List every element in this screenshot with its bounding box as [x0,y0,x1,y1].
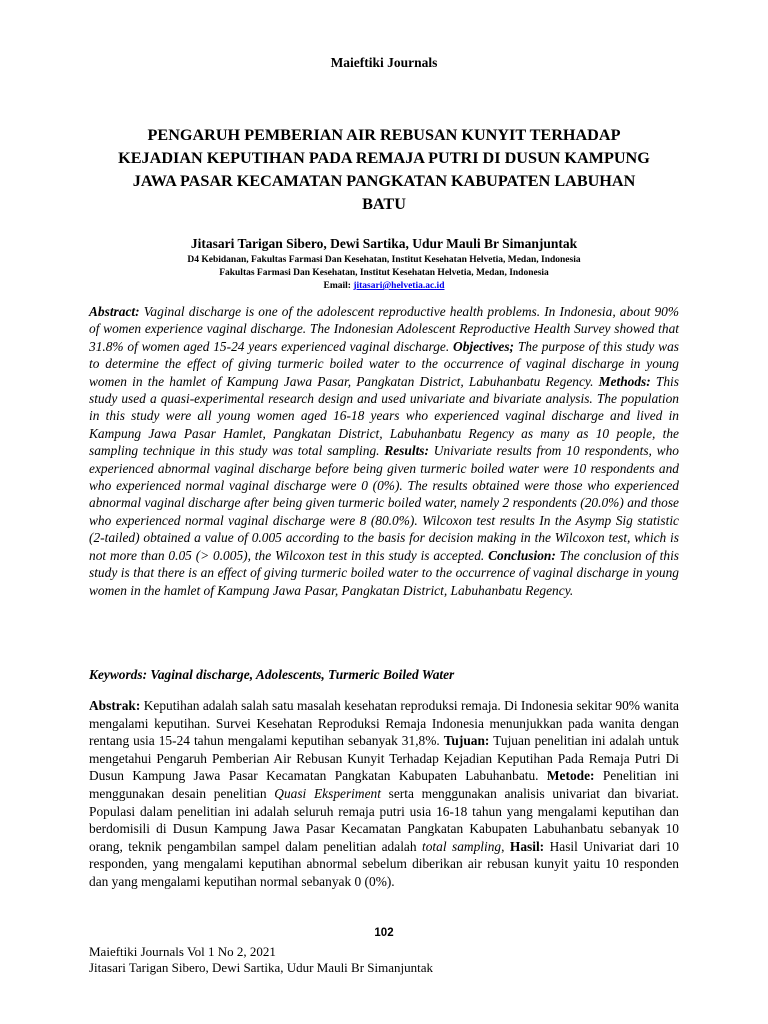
metode-italic-2: total sampling [422,838,502,854]
abstract-label: Abstract: [89,304,140,319]
page-number: 102 [374,927,394,939]
results-text: Univariate results from 10 respondents, who experienced abnormal vaginal discharge before being given turmeric boiled water were 10 respondents and who experienced normal vaginal discharge were 0 (0%). The results obtained were those who experienced abnormal vaginal discharge after being given turmeric boiled water, namely 2 respondents (20.0%) and those who experienced normal vaginal discharge were 8 (80.0%). Wilcoxon test results In the Asymp Sig statistic (2-tailed) obtained a value of 0.005 according to the basis for decision making in the Wilcoxon test, which is not more than 0.05 (> 0.005), the Wilcoxon test in this study is accepted. [89,443,679,563]
author-list: Jitasari Tarigan Sibero, Dewi Sartika, Udur Mauli Br Simanjuntak [190,236,578,251]
metode-label: Metode: [546,768,595,784]
affiliation-1: D4 Kebidanan, Fakultas Farmasi Dan Kesehatan, Institut Kesehatan Helvetia, Medan, Indonesia [187,255,581,265]
abstract-text: Vaginal discharge is one of the adolescent reproductive health problems. In Indonesia, about 90% of women experience vaginal discharge. The Indonesian Adolescent Reproductive Health Survey showed that 31.8% of women aged 15-24 years experienced vaginal discharge. [89,304,679,354]
abstrak-label: Abstrak: [89,698,141,713]
hasil-text: Hasil Univariat dari 10 responden, yang mengalami keputihan abnormal sebelum diberikan air rebusan kunyit yaitu 10 responden dan yang mengalami keputihan normal sebanyak 0 (0%). [89,838,679,889]
keywords: Keywords: Vaginal discharge, Adolescents, Turmeric Boiled Water [89,667,455,682]
journal-header: Maieftiki Journals [330,55,438,70]
methods-text: This study used a quasi-experimental research design and used univariate and bivariate analysis. The population in this study were all young women aged 16-18 years who experienced vaginal discharge and lived in Kampung Jawa Pasar Hamlet, Pangkatan District, Labuhanbatu Regency as many as 10 people, the sampling technique in this study was total sampling. [89,373,679,459]
footer-journal-info: Maieftiki Journals Vol 1 No 2, 2021 [89,944,276,959]
tujuan-text: Tujuan penelitian ini adalah untuk mengetahui Pengaruh Pemberian Air Rebusan Kunyit Terhadap Kejadian Keputihan Pada Remaja Putri Di Dusun Kampung Jawa Pasar Kecamatan Pangkatan Kabupaten Labuhanbatu. [89,733,679,784]
metode-text-3: , [501,838,510,854]
objectives-label: Objectives; [453,338,515,354]
metode-text-1: Penelitian ini menggunakan desain penelitian [89,768,679,801]
abstract-english [89,303,679,599]
affiliation-2: Fakultas Farmasi Dan Kesehatan, Institut Kesehatan Helvetia, Medan, Indonesia [219,268,549,278]
methods-label: Methods: [598,373,651,389]
metode-text-2: serta menggunakan analisis univariat dan bivariat. Populasi dalam penelitian ini adalah seluruh remaja putri usia 16-18 tahun yang mengalami keputihan dan berdomisili di Dusun Kampung Jawa Pasar Kecamatan Pangkatan Kabupaten Labuhanbatu sebanyak 10 orang, teknik pengambilan sampel dalam penelitian adalah [89,785,679,854]
conclusion-text: The conclusion of this study is that there is an effect of giving turmeric boiled water to the occurrence of vaginal discharge in young women in the hamlet of Kampung Jawa Pasar, Pangkatan District, Labuhanbatu Regency. [89,547,679,598]
objectives-text: The purpose of this study was to determine the effect of giving turmeric boiled water to the occurrence of vaginal discharge in young women in the hamlet of Kampung Jawa Pasar, Pangkatan District, Labuhanbatu Regency. [89,338,679,389]
results-label: Results: [384,443,429,459]
email-link[interactable]: jitasari@helvetia.ac.id [353,281,445,291]
tujuan-label: Tujuan: [443,733,490,749]
conclusion-label: Conclusion: [488,547,556,563]
metode-italic-1: Quasi Eksperiment [274,785,381,801]
email-line [0,280,768,292]
footer-authors: Jitasari Tarigan Sibero, Dewi Sartika, Udur Mauli Br Simanjuntak [89,960,434,975]
email-label: Email: [323,281,354,291]
hasil-label: Hasil: [509,838,545,854]
abstract-indonesian [89,697,679,891]
article-title: PENGARUH PEMBERIAN AIR REBUSAN KUNYIT TERHADAP KEJADIAN KEPUTIHAN PADA REMAJA PUTRI DI DUSUN KAMPUNG JAWA PASAR KECAMATAN PANGKATAN KABUPATEN LABUHAN BATU [118,126,650,213]
abstrak-text: Keputihan adalah salah satu masalah kesehatan reproduksi remaja. Di Indonesia sekitar 90% wanita mengalami keputihan. Survei Kesehatan Reproduksi Remaja Indonesia menunjukkan pada wanita dengan rentang usia 15-24 tahun mengalami keputihan sebanyak 31,8%. [89,698,679,749]
